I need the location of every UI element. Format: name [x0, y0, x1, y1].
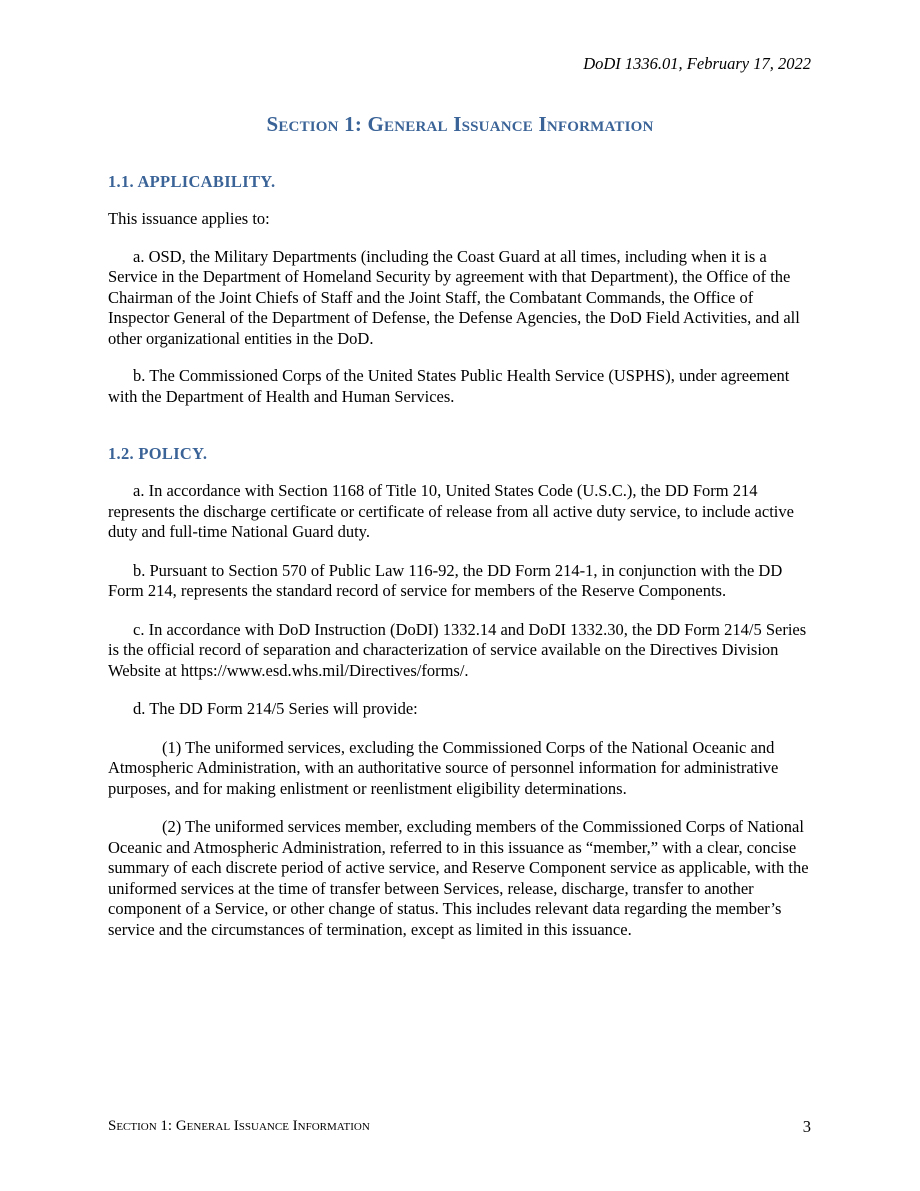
policy-item-d: d. The DD Form 214/5 Series will provide: [133, 699, 418, 718]
applicability-heading: 1.1. APPLICABILITY. [108, 172, 276, 191]
applicability-item-b: b. The Commissioned Corps of the United States Public Health Service (USPHS), under agreement with the Department of Health and Human Services. [108, 366, 790, 406]
applicability-intro: This issuance applies to: [108, 209, 270, 228]
policy-subitem-2: (2) The uniformed services member, excluding members of the Commissioned Corps of National Oceanic and Atmospheric Administration, referred to in this issuance as “member,” with a clear, concise summary of each discrete period of active service, and Reserve Component service as applicable, with the uniformed services at the time of transfer between Services, release, discharge, transfer to another component of a Service, or other change of status. This includes relevant data regarding the member’s service and the circumstances of termination, except as limited in this issuance. [108, 817, 809, 939]
page-number: 3 [802, 1117, 811, 1136]
policy-subitem-1: (1) The uniformed services, excluding the Commissioned Corps of the National Oceanic and Atmospheric Administration, with an authoritative source of personnel information for administrative purposes, and for making enlistment or reenlistment eligibility determinations. [108, 737, 779, 798]
policy-item-c: c. In accordance with DoD Instruction (DoDI) 1332.14 and DoDI 1332.30, the DD Form 214/5 Series is the official record of separation and characterization of service available on the Directives Division Website at https://www.esd.whs.mil/Directives/forms/. [108, 619, 807, 680]
policy-item-b: b. Pursuant to Section 570 of Public Law 116-92, the DD Form 214-1, in conjunction with the DD Form 214, represents the standard record of service for members of the Reserve Components. [108, 560, 783, 600]
policy-item-a: a. In accordance with Section 1168 of Title 10, United States Code (U.S.C.), the DD Form 214 represents the discharge certificate or certificate of release from all active duty service, to include active duty and full-time National Guard duty. [108, 481, 794, 541]
applicability-item-a: a. OSD, the Military Departments (including the Coast Guard at all times, including when it is a Service in the Department of Homeland Security by agreement with that Department), the Office of the Chairman of the Joint Chiefs of Staff and the Joint Staff, the Combatant Commands, the Office of Inspector General of the Department of Defense, the Defense Agencies, the DoD Field Activities, and all other organizational entities in the DoD. [108, 246, 800, 348]
document-reference: DoDI 1336.01, February 17, 2022 [583, 54, 811, 73]
policy-heading: 1.2. POLICY. [108, 444, 208, 463]
section-title: Section 1: General Issuance Information [266, 112, 654, 136]
footer-section-label: Section 1: General Issuance Information [108, 1118, 370, 1134]
page-content [108, 172, 813, 940]
